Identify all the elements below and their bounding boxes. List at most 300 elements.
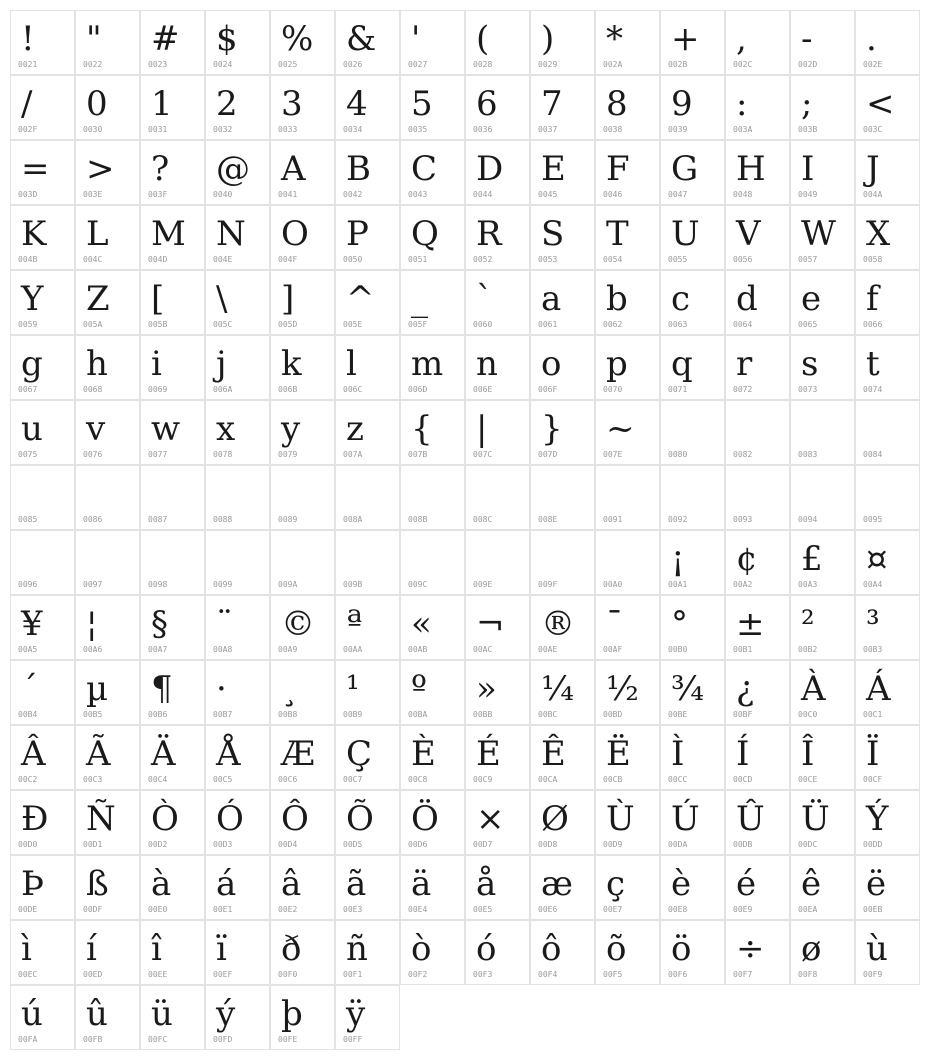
glyph-character: , [736, 19, 747, 59]
glyph-codepoint: 0026 [343, 60, 363, 69]
glyph-character: µ [86, 669, 109, 709]
glyph-character: 3 [281, 84, 303, 124]
glyph-codepoint: 00FE [278, 1035, 298, 1044]
glyph-character: z [346, 409, 364, 449]
glyph-cell [335, 595, 400, 660]
glyph-cell [335, 660, 400, 725]
glyph-codepoint: 00F3 [473, 970, 493, 979]
glyph-character: É [476, 734, 501, 774]
glyph-character: ¯ [606, 604, 623, 644]
glyph-character: s [801, 344, 819, 384]
glyph-cell [140, 140, 205, 205]
glyph-codepoint: 0034 [343, 125, 363, 134]
glyph-cell [465, 400, 530, 465]
glyph-cell [660, 660, 725, 725]
glyph-codepoint: 0087 [148, 515, 168, 524]
glyph-cell [855, 855, 920, 920]
glyph-cell [465, 660, 530, 725]
glyph-codepoint: 00B9 [343, 710, 363, 719]
glyph-codepoint: 0085 [18, 515, 38, 524]
glyph-codepoint: 0074 [863, 385, 883, 394]
glyph-codepoint: 003E [83, 190, 103, 199]
glyph-character: P [346, 214, 369, 254]
glyph-character: F [606, 149, 630, 189]
glyph-cell [855, 75, 920, 140]
glyph-codepoint: 00CB [603, 775, 623, 784]
glyph-codepoint: 00EA [798, 905, 818, 914]
glyph-character: X [866, 214, 891, 254]
glyph-character: ä [411, 864, 432, 904]
glyph-cell [270, 595, 335, 660]
glyph-codepoint: 0051 [408, 255, 428, 264]
glyph-cell [660, 790, 725, 855]
glyph-cell [660, 205, 725, 270]
glyph-cell [400, 10, 465, 75]
glyph-codepoint: 0097 [83, 580, 103, 589]
glyph-character: k [281, 344, 302, 384]
glyph-codepoint: 00BE [668, 710, 688, 719]
glyph-cell [530, 75, 595, 140]
glyph-cell [10, 920, 75, 985]
glyph-codepoint: 007C [473, 450, 493, 459]
glyph-character: ª [346, 604, 363, 644]
glyph-cell [270, 270, 335, 335]
glyph-codepoint: 00E0 [148, 905, 168, 914]
glyph-cell [855, 140, 920, 205]
glyph-codepoint: 0067 [18, 385, 38, 394]
glyph-character: D [476, 149, 504, 189]
glyph-character: # [151, 19, 180, 59]
glyph-codepoint: 0058 [863, 255, 883, 264]
glyph-cell [270, 205, 335, 270]
glyph-codepoint: 00D3 [213, 840, 233, 849]
glyph-character: ã [346, 864, 367, 904]
glyph-cell [725, 140, 790, 205]
glyph-cell [530, 725, 595, 790]
glyph-codepoint: 0077 [148, 450, 168, 459]
glyph-codepoint: 0071 [668, 385, 688, 394]
glyph-character: ° [671, 604, 688, 644]
glyph-cell [270, 140, 335, 205]
glyph-codepoint: 00D0 [18, 840, 38, 849]
glyph-codepoint: 0039 [668, 125, 688, 134]
glyph-codepoint: 007A [343, 450, 363, 459]
glyph-codepoint: 00DC [798, 840, 818, 849]
glyph-cell [140, 400, 205, 465]
glyph-codepoint: 003B [798, 125, 818, 134]
glyph-cell [660, 920, 725, 985]
glyph-codepoint: 00BF [733, 710, 753, 719]
glyph-character: » [476, 669, 497, 709]
glyph-character: ` [476, 279, 493, 319]
glyph-cell [465, 790, 530, 855]
glyph-cell [595, 530, 660, 595]
glyph-codepoint: 00E4 [408, 905, 428, 914]
glyph-codepoint: 00F4 [538, 970, 558, 979]
glyph-cell [595, 400, 660, 465]
glyph-character: 1 [151, 84, 173, 124]
glyph-character: S [541, 214, 565, 254]
glyph-character: ø [801, 929, 822, 969]
glyph-codepoint: 0070 [603, 385, 623, 394]
glyph-character: 9 [671, 84, 693, 124]
glyph-character: " [86, 19, 102, 59]
glyph-codepoint: 00FD [213, 1035, 233, 1044]
glyph-cell [335, 140, 400, 205]
glyph-codepoint: 0021 [18, 60, 38, 69]
glyph-codepoint: 003D [18, 190, 38, 199]
glyph-codepoint: 00AC [473, 645, 493, 654]
glyph-character: â [281, 864, 302, 904]
glyph-cell [10, 790, 75, 855]
glyph-cell [400, 725, 465, 790]
glyph-cell [465, 205, 530, 270]
glyph-cell [10, 725, 75, 790]
glyph-codepoint: 00F6 [668, 970, 688, 979]
glyph-character: ó [476, 929, 497, 969]
glyph-character: q [671, 344, 693, 384]
glyph-character: V [736, 214, 761, 254]
glyph-codepoint: 00CE [798, 775, 818, 784]
glyph-codepoint: 009C [408, 580, 428, 589]
glyph-character: Î [801, 734, 815, 774]
glyph-character: Ò [151, 799, 179, 839]
glyph-codepoint: 008E [538, 515, 558, 524]
glyph-cell [465, 595, 530, 660]
glyph-character: ù [866, 929, 888, 969]
glyph-cell [270, 725, 335, 790]
glyph-codepoint: 0072 [733, 385, 753, 394]
glyph-character: Ô [281, 799, 309, 839]
glyph-codepoint: 00D8 [538, 840, 558, 849]
glyph-cell [660, 140, 725, 205]
glyph-cell [790, 270, 855, 335]
glyph-codepoint: 0029 [538, 60, 558, 69]
glyph-codepoint: 00DA [668, 840, 688, 849]
glyph-codepoint: 00E7 [603, 905, 623, 914]
glyph-codepoint: 0063 [668, 320, 688, 329]
glyph-cell [75, 660, 140, 725]
glyph-cell [595, 270, 660, 335]
glyph-cell [75, 10, 140, 75]
glyph-codepoint: 00B7 [213, 710, 233, 719]
glyph-codepoint: 005D [278, 320, 298, 329]
glyph-cell [725, 920, 790, 985]
glyph-character: Ú [671, 799, 700, 839]
glyph-codepoint: 0094 [798, 515, 818, 524]
glyph-codepoint: 00D7 [473, 840, 493, 849]
glyph-cell [725, 855, 790, 920]
glyph-codepoint: 0049 [798, 190, 818, 199]
glyph-cell [725, 335, 790, 400]
glyph-cell [855, 335, 920, 400]
glyph-character: ¾ [671, 669, 704, 709]
glyph-character: ò [411, 929, 432, 969]
glyph-character: % [281, 19, 314, 59]
glyph-cell [530, 400, 595, 465]
glyph-cell [400, 400, 465, 465]
glyph-codepoint: 00B6 [148, 710, 168, 719]
glyph-cell [855, 205, 920, 270]
glyph-codepoint: 00BA [408, 710, 428, 719]
glyph-codepoint: 00CF [863, 775, 883, 784]
glyph-cell [595, 595, 660, 660]
glyph-character: ¢ [736, 539, 758, 579]
glyph-character: ú [21, 994, 43, 1034]
glyph-codepoint: 007D [538, 450, 558, 459]
glyph-codepoint: 006E [473, 385, 493, 394]
glyph-cell [140, 660, 205, 725]
glyph-cell [790, 75, 855, 140]
glyph-character: Ø [541, 799, 569, 839]
glyph-character: I [801, 149, 815, 189]
glyph-character: å [476, 864, 497, 904]
glyph-codepoint: 00B0 [668, 645, 688, 654]
glyph-character: À [801, 669, 826, 709]
glyph-cell [10, 75, 75, 140]
glyph-codepoint: 00EC [18, 970, 38, 979]
glyph-cell [725, 10, 790, 75]
glyph-cell [790, 10, 855, 75]
glyph-cell [140, 205, 205, 270]
glyph-codepoint: 0061 [538, 320, 558, 329]
glyph-cell [790, 660, 855, 725]
glyph-cell [595, 660, 660, 725]
glyph-codepoint: 00C0 [798, 710, 818, 719]
glyph-codepoint: 0031 [148, 125, 168, 134]
glyph-cell [855, 725, 920, 790]
glyph-character: d [736, 279, 758, 319]
glyph-codepoint: 00CC [668, 775, 688, 784]
glyph-codepoint: 002B [668, 60, 688, 69]
glyph-codepoint: 00AF [603, 645, 623, 654]
glyph-character: . [866, 19, 877, 59]
glyph-cell [205, 985, 270, 1050]
glyph-cell [75, 140, 140, 205]
glyph-codepoint: 0055 [668, 255, 688, 264]
glyph-cell [465, 465, 530, 530]
glyph-character: t [866, 344, 880, 384]
glyph-codepoint: 00C6 [278, 775, 298, 784]
glyph-cell [465, 75, 530, 140]
glyph-character: [ [151, 279, 165, 319]
glyph-character: r [736, 344, 753, 384]
glyph-character: Ý [866, 799, 889, 839]
glyph-cell [530, 595, 595, 660]
glyph-cell [400, 660, 465, 725]
glyph-character: m [411, 344, 444, 384]
glyph-cell [530, 140, 595, 205]
glyph-character: U [671, 214, 700, 254]
glyph-character: Õ [346, 799, 374, 839]
glyph-cell [595, 335, 660, 400]
glyph-cell [725, 205, 790, 270]
glyph-codepoint: 004A [863, 190, 883, 199]
glyph-codepoint: 0053 [538, 255, 558, 264]
glyph-character: } [541, 409, 563, 449]
glyph-codepoint: 0042 [343, 190, 363, 199]
glyph-codepoint: 00C3 [83, 775, 103, 784]
glyph-cell [75, 465, 140, 530]
glyph-character: Ü [801, 799, 830, 839]
glyph-codepoint: 0088 [213, 515, 233, 524]
glyph-cell [660, 400, 725, 465]
glyph-cell [595, 205, 660, 270]
glyph-cell [725, 270, 790, 335]
glyph-codepoint: 0025 [278, 60, 298, 69]
glyph-codepoint: 009B [343, 580, 363, 589]
glyph-codepoint: 00A2 [733, 580, 753, 589]
glyph-cell [140, 790, 205, 855]
glyph-character: × [476, 799, 505, 839]
glyph-character: : [736, 84, 748, 124]
glyph-cell [465, 270, 530, 335]
glyph-cell [205, 855, 270, 920]
glyph-codepoint: 0048 [733, 190, 753, 199]
glyph-character: é [736, 864, 757, 904]
glyph-cell [530, 530, 595, 595]
glyph-codepoint: 0073 [798, 385, 818, 394]
glyph-cell [790, 790, 855, 855]
glyph-cell [140, 530, 205, 595]
glyph-character: ! [21, 19, 35, 59]
glyph-cell [140, 985, 205, 1050]
glyph-codepoint: 0044 [473, 190, 493, 199]
glyph-cell [855, 530, 920, 595]
glyph-codepoint: 00DB [733, 840, 753, 849]
glyph-cell [10, 140, 75, 205]
glyph-codepoint: 00DD [863, 840, 883, 849]
glyph-codepoint: 008B [408, 515, 428, 524]
glyph-cell [660, 595, 725, 660]
glyph-codepoint: 0041 [278, 190, 298, 199]
glyph-cell [790, 725, 855, 790]
glyph-codepoint: 00B2 [798, 645, 818, 654]
glyph-codepoint: 0028 [473, 60, 493, 69]
glyph-character: ( [476, 19, 490, 59]
glyph-cell [660, 10, 725, 75]
glyph-cell [530, 855, 595, 920]
glyph-codepoint: 004C [83, 255, 103, 264]
glyph-cell [855, 465, 920, 530]
glyph-cell [855, 595, 920, 660]
glyph-cell [270, 335, 335, 400]
glyph-cell [270, 855, 335, 920]
glyph-codepoint: 00E2 [278, 905, 298, 914]
glyph-cell [660, 530, 725, 595]
glyph-codepoint: 0033 [278, 125, 298, 134]
glyph-character: M [151, 214, 186, 254]
glyph-codepoint: 0080 [668, 450, 688, 459]
glyph-codepoint: 0078 [213, 450, 233, 459]
glyph-cell [790, 595, 855, 660]
glyph-codepoint: 0056 [733, 255, 753, 264]
glyph-cell [335, 75, 400, 140]
glyph-codepoint: 00A1 [668, 580, 688, 589]
glyph-codepoint: 00C9 [473, 775, 493, 784]
glyph-character: í [86, 929, 97, 969]
glyph-character: ; [801, 84, 813, 124]
glyph-character: Ã [86, 734, 111, 774]
glyph-codepoint: 003A [733, 125, 753, 134]
glyph-character: < [866, 84, 895, 124]
glyph-character: G [671, 149, 699, 189]
glyph-character: w [151, 409, 181, 449]
glyph-codepoint: 00B1 [733, 645, 753, 654]
glyph-character: î [151, 929, 162, 969]
glyph-cell [140, 920, 205, 985]
glyph-codepoint: 00A0 [603, 580, 623, 589]
glyph-character: ¤ [866, 539, 888, 579]
glyph-character: æ [541, 864, 573, 904]
glyph-cell [335, 790, 400, 855]
glyph-character: Æ [281, 734, 316, 774]
glyph-codepoint: 0064 [733, 320, 753, 329]
glyph-character: § [151, 604, 168, 644]
glyph-codepoint: 003C [863, 125, 883, 134]
glyph-codepoint: 004F [278, 255, 298, 264]
glyph-codepoint: 0076 [83, 450, 103, 459]
glyph-cell [725, 725, 790, 790]
glyph-character: à [151, 864, 172, 904]
glyph-character: Á [866, 669, 891, 709]
glyph-codepoint: 00FA [18, 1035, 38, 1044]
glyph-cell [205, 920, 270, 985]
glyph-cell [75, 855, 140, 920]
glyph-character: H [736, 149, 766, 189]
glyph-character: u [21, 409, 43, 449]
glyph-cell [530, 335, 595, 400]
glyph-character: > [86, 149, 115, 189]
glyph-cell [530, 790, 595, 855]
glyph-character: û [86, 994, 108, 1034]
glyph-codepoint: 00BB [473, 710, 493, 719]
glyph-codepoint: 0068 [83, 385, 103, 394]
glyph-codepoint: 00C4 [148, 775, 168, 784]
glyph-character: & [346, 19, 377, 59]
glyph-codepoint: 00A7 [148, 645, 168, 654]
glyph-cell [790, 465, 855, 530]
glyph-character: f [866, 279, 879, 319]
glyph-codepoint: 0027 [408, 60, 428, 69]
glyph-codepoint: 0052 [473, 255, 493, 264]
glyph-character: £ [801, 539, 823, 579]
glyph-cell [335, 530, 400, 595]
glyph-cell [335, 205, 400, 270]
glyph-codepoint: 0084 [863, 450, 883, 459]
glyph-cell [725, 465, 790, 530]
glyph-codepoint: 009E [473, 580, 493, 589]
glyph-cell [75, 270, 140, 335]
glyph-codepoint: 00E6 [538, 905, 558, 914]
glyph-cell [725, 400, 790, 465]
glyph-codepoint: 0075 [18, 450, 38, 459]
glyph-character: * [606, 19, 623, 59]
glyph-codepoint: 00C5 [213, 775, 233, 784]
glyph-character: ´ [21, 669, 38, 709]
glyph-cell [400, 920, 465, 985]
glyph-cell [10, 855, 75, 920]
glyph-character: ~ [606, 409, 635, 449]
glyph-character: b [606, 279, 628, 319]
glyph-character: Z [86, 279, 110, 319]
glyph-cell [595, 855, 660, 920]
glyph-codepoint: 0035 [408, 125, 428, 134]
glyph-character: Ä [151, 734, 176, 774]
glyph-character: x [216, 409, 236, 449]
glyph-cell [205, 140, 270, 205]
glyph-codepoint: 00AB [408, 645, 428, 654]
